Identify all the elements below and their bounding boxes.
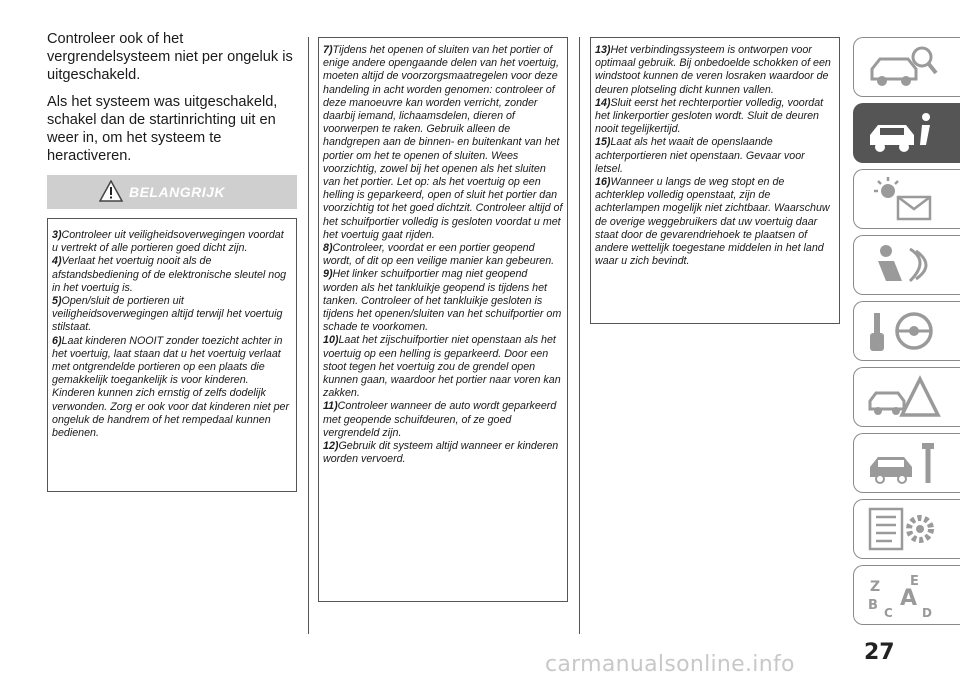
tab-technical-data-gear[interactable] bbox=[853, 499, 960, 559]
footer-watermark: carmanualsonline.info bbox=[545, 652, 795, 677]
tab-car-info[interactable] bbox=[853, 103, 960, 163]
intro-paragraph-2: Als het systeem was uitgeschakeld, schakel dan de startinrichting uit en weer in, om het systeem te heractiveren. bbox=[47, 94, 278, 164]
car-magnifier-icon bbox=[864, 43, 944, 93]
note-item: 16)Wanneer u langs de weg stopt en de achterklep volledig openstaat, zijn de achterlampen mogelijk niet zichtbaar. Waarschuw de overige weggebruikers dat uw voertuig daar staat door de gevarendriehoek te plaatsen of andere wettelijk toegestane middelen in het land waar u zich bevindt. bbox=[595, 176, 830, 268]
svg-text:Z: Z bbox=[870, 579, 881, 595]
technical-data-gear-icon bbox=[864, 505, 944, 555]
note-item: 11)Controleer wanneer de auto wordt geparkeerd met geopende schuifdeuren, of ze goed vergrendeld zijn. bbox=[323, 400, 557, 439]
tab-key-steering-wheel[interactable] bbox=[853, 301, 960, 361]
car-info-icon bbox=[864, 109, 944, 159]
note-item: 5)Open/sluit de portieren uit veiligheidsoverwegingen altijd terwijl het voertuig stilstaat. bbox=[52, 295, 283, 334]
note-item: 4)Verlaat het voertuig nooit als de afstandsbediening of de elektronische sleutel nog in het voertuig is. bbox=[52, 255, 287, 294]
note-item: 12)Gebruik dit systeem altijd wanneer er kinderen worden vervoerd. bbox=[323, 440, 559, 466]
note-item: 8)Controleer, voordat er een portier geopend wordt, of dit op een veilige manier kan gebeuren. bbox=[323, 242, 555, 268]
svg-text:A: A bbox=[900, 586, 918, 611]
page-number: 27 bbox=[864, 640, 895, 665]
dashboard-lights-icon bbox=[864, 175, 944, 225]
svg-text:D: D bbox=[922, 606, 932, 620]
warning-notes-box bbox=[47, 218, 297, 492]
note-item: 6)Laat kinderen NOOIT zonder toezicht achter in het voertuig, laat staan dat u het voertuig verlaat met ontgrendelde portieren op een plaats die gemakkelijk toegankelijk is voor kinderen. Kinderen kunnen zich ernstig of zelfs dodelijk verwonden. Zorg er ook voor dat kinderen niet per ongeluk de handrem of het rempedaal kunnen bedienen. bbox=[52, 334, 290, 440]
warning-triangle-car-icon bbox=[864, 373, 944, 423]
column-divider bbox=[308, 37, 309, 634]
warning-triangle-icon bbox=[99, 180, 123, 207]
airbag-seat-icon bbox=[864, 241, 944, 291]
tab-dashboard-lights[interactable] bbox=[853, 169, 960, 229]
tab-car-wrench[interactable] bbox=[853, 433, 960, 493]
warning-header bbox=[47, 175, 297, 209]
note-item: 14)Sluit eerst het rechterportier volledig, voordat het linkerportier gesloten wordt. Sluit de deuren nooit tegelijkertijd. bbox=[595, 96, 824, 136]
intro-paragraph-1: Controleer ook of het vergrendelsysteem niet per ongeluk is uitgeschakeld. bbox=[47, 31, 293, 83]
note-item: 15)Laat als het waait de openslaande achterportieren niet openstaan. Gevaar voor letsel. bbox=[595, 136, 805, 175]
note-item: 7)Tijdens het openen of sluiten van het portier of enige andere opengaande delen van het voertuig, moeten altijd de voorzorgsmaatregelen voor deze handeling in acht worden genomen: controleer of deze manoeuvre kan worden verricht, zonder daarbij iemand, lichaamsdelen, dieren of voorwerpen te raken. Gebruik alleen de handgrepen aan de binnen- en buitenkant van het portier om het te openen of sluiten. Wees voorzichtig, zowel bij het openen als het sluiten van het portier. Let op: als het voertuig op een helling is geparkeerd, open of sluit het portier dan voorzichtig tot het goed dichtzit. Controleer altijd of het schuifportier volledig is gesloten voordat u met het voertuig gaat rijden. bbox=[323, 44, 563, 241]
tab-car-magnifier[interactable] bbox=[853, 37, 960, 97]
warning-title: BELANGRIJK bbox=[128, 184, 225, 200]
column-divider bbox=[579, 37, 580, 634]
note-item: 10)Laat het zijschuifportier niet openstaan als het voertuig op een helling is geparkeerd. Door een stoot tegen het voertuig zou de grendel open kunnen gaan, waardoor het portier naar voren kan zakken. bbox=[323, 334, 561, 400]
notes-box-column-3 bbox=[590, 37, 840, 324]
alphabetical-index-icon bbox=[864, 571, 944, 621]
svg-text:B: B bbox=[868, 598, 878, 613]
note-item: 3)Controleer uit veiligheidsoverwegingen voordat u vertrekt of alle portieren goed dicht zijn. bbox=[52, 229, 284, 255]
intro-text bbox=[47, 30, 297, 174]
tab-airbag-seat[interactable] bbox=[853, 235, 960, 295]
svg-text:C: C bbox=[884, 606, 893, 620]
svg-text:E: E bbox=[910, 574, 919, 589]
key-steering-wheel-icon bbox=[864, 307, 944, 357]
tab-alphabetical-index[interactable] bbox=[853, 565, 960, 625]
note-item: 13)Het verbindingssysteem is ontworpen voor optimaal gebruik. Bij onbedoelde schokken of een windstoot kunnen de veren losraken waardoor de deuren plotseling dicht kunnen vallen. bbox=[595, 44, 831, 96]
tab-warning-triangle-car[interactable] bbox=[853, 367, 960, 427]
notes-box-column-2 bbox=[318, 37, 568, 602]
car-wrench-icon bbox=[864, 439, 944, 489]
note-item: 9)Het linker schuifportier mag niet geopend worden als het tankluikje geopend is tijdens het tanken. Controleer of het tankluikje gesloten is tijdens het openen/sluiten van het schuifportier om schade te voorkomen. bbox=[323, 268, 562, 334]
